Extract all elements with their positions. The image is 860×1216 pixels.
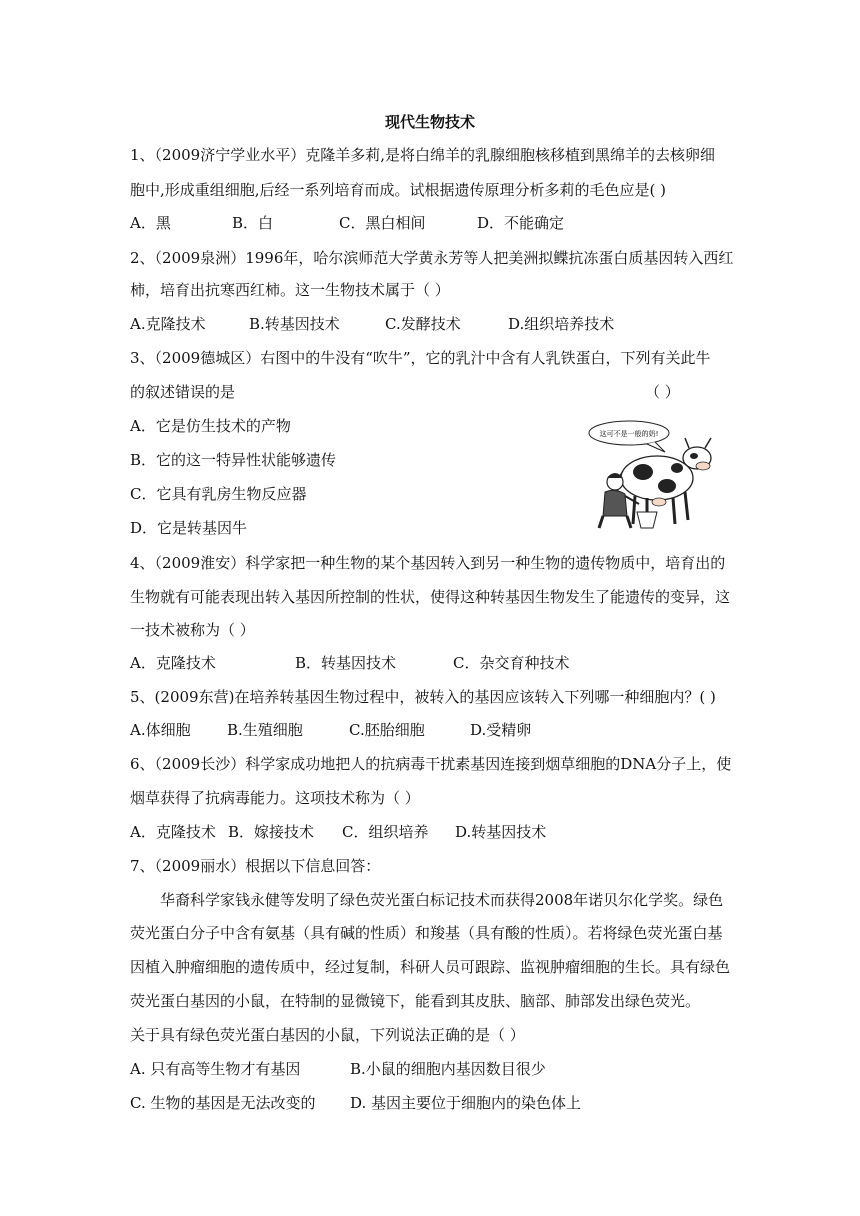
q3-option-b: B．它的这一特异性状能够遗传 <box>130 451 337 469</box>
q2-stem-line1: 2、（2009泉洲）1996年，哈尔滨师范大学黄永芳等人把美洲拟鲽抗冻蛋白质基因转入西红 <box>130 249 734 267</box>
q1-option-c: C．黑白相间 <box>339 214 426 232</box>
q5-options <box>130 720 531 740</box>
q6-option-b: B．嫁接技术 <box>228 823 315 841</box>
speech-bubble-text: 这可不是一般的奶! <box>599 430 659 438</box>
q4-stem-line3: 一技术被称为（ ） <box>130 621 255 639</box>
q7-option-d: D. 基因主要位于细胞内的染色体上 <box>350 1094 582 1112</box>
q6-stem-line1: 6、（2009长沙）科学家成功地把人的抗病毒干扰素基因连接到烟草细胞的DNA分子上，使 <box>130 755 732 773</box>
q1-stem-line2: 胞中,形成重组细胞,后经一系列培育而成。试根据遗传原理分析多莉的毛色应是( ) <box>130 181 667 199</box>
q2-stem-line2: 柿，培育出抗寒西红柿。这一生物技术属于（ ） <box>130 281 450 299</box>
q1-option-d: D．不能确定 <box>477 214 565 232</box>
q4-option-a: A．克隆技术 <box>130 654 216 672</box>
q3-option-d: D．它是转基因牛 <box>130 519 248 537</box>
q2-options <box>130 314 614 334</box>
q3-stem-line1: 3、（2009德城区）右图中的牛没有“吹牛”，它的乳汁中含有人乳铁蛋白，下列有关此牛 <box>130 349 711 367</box>
q3-option-a: A．它是仿生技术的产物 <box>130 417 291 435</box>
q2-option-c: C.发酵技术 <box>385 315 461 333</box>
q4-options <box>130 653 569 673</box>
transgenic-cow-illustration <box>585 416 720 536</box>
q2-option-a: A.克隆技术 <box>130 315 206 333</box>
q1-stem-line1: 1、（2009济宁学业水平）克隆羊多莉,是将白绵羊的乳腺细胞核移植到黑绵羊的去核卵细 <box>130 146 715 164</box>
q7-option-b: B.小鼠的细胞内基因数目很少 <box>350 1060 546 1078</box>
q3-stem-line2: 的叙述错误的是 <box>130 383 236 401</box>
q3-option-c: C．它具有乳房生物反应器 <box>130 485 307 503</box>
q7-passage-line2: 荧光蛋白分子中含有氨基（具有碱的性质）和羧基（具有酸的性质）。若将绿色荧光蛋白基 <box>130 924 723 942</box>
q6-stem-line2: 烟草获得了抗病毒能力。这项技术称为（ ） <box>130 789 420 807</box>
q5-stem-line1: 5、(2009东营)在培养转基因生物过程中，被转入的基因应该转入下列哪一种细胞内？( ) <box>130 688 716 706</box>
q2-option-d: D.组织培养技术 <box>508 315 615 333</box>
q4-option-b: B．转基因技术 <box>295 654 397 672</box>
q7-stem-line1: 7、（2009丽水）根据以下信息回答： <box>130 857 381 875</box>
q7-question: 关于具有绿色荧光蛋白基因的小鼠，下列说法正确的是（ ） <box>130 1026 525 1044</box>
q4-stem-line1: 4、（2009淮安）科学家把一种生物的某个基因转入到另一种生物的遗传物质中，培育出的 <box>130 554 726 572</box>
page-title: 现代生物技术 <box>384 113 475 131</box>
q6-option-a: A．克隆技术 <box>130 823 216 841</box>
q5-option-a: A.体细胞 <box>130 721 191 739</box>
q6-option-d: D.转基因技术 <box>455 823 547 841</box>
q7-option-a: A. 只有高等生物才有基因 <box>130 1060 301 1078</box>
q7-passage-line4: 荧光蛋白基因的小鼠，在特制的显微镜下，能看到其皮肤、脑部、肺部发出绿色荧光。 <box>130 992 701 1010</box>
q1-options <box>130 213 564 233</box>
q4-stem-line2: 生物就有可能表现出转入基因所控制的性状，使得这种转基因生物发生了能遗传的变异，这 <box>130 588 731 606</box>
q4-option-c: C．杂交育种技术 <box>453 654 570 672</box>
q6-option-c: C．组织培养 <box>342 823 429 841</box>
q5-option-b: B.生殖细胞 <box>227 721 303 739</box>
q5-option-c: C.胚胎细胞 <box>349 721 425 739</box>
q1-option-b: B．白 <box>232 214 274 232</box>
q7-passage-line3: 因植入肿瘤细胞的遗传质中，经过复制，科研人员可跟踪、监视肿瘤细胞的生长。具有绿色 <box>130 958 731 976</box>
q7-option-c: C. 生物的基因是无法改变的 <box>130 1094 316 1112</box>
q3-answer-bracket: （ ） <box>645 383 680 401</box>
q6-options <box>130 822 546 842</box>
q1-option-a: A．黑 <box>130 214 171 232</box>
q7-passage-line1: 华裔科学家钱永健等发明了绿色荧光蛋白标记技术而获得2008年诺贝尔化学奖。绿色 <box>160 891 724 909</box>
q5-option-d: D.受精卵 <box>470 721 532 739</box>
q2-option-b: B.转基因技术 <box>249 315 340 333</box>
